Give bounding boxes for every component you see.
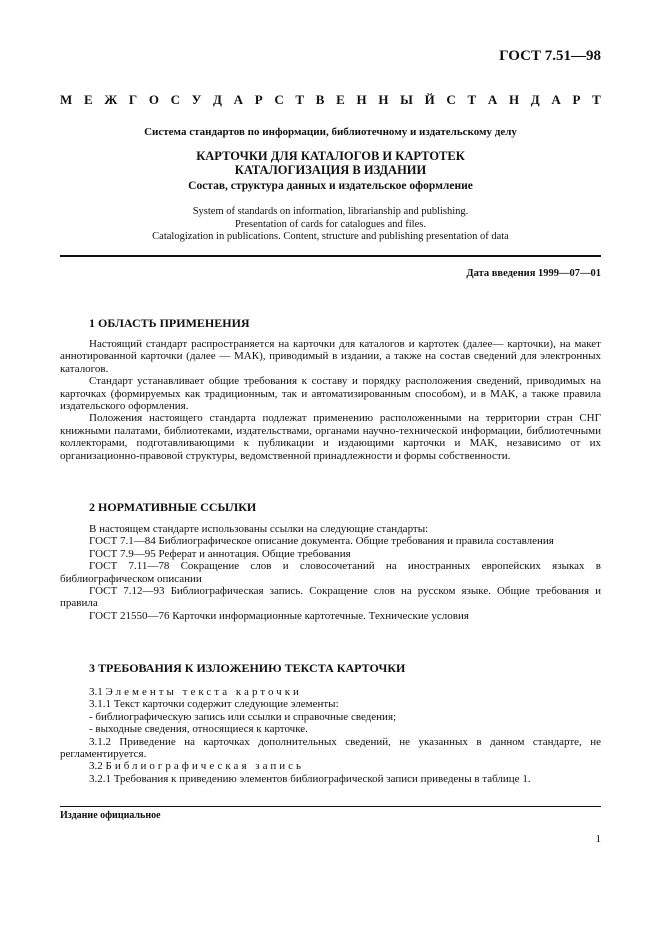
clause-3-1-2: 3.1.2 Приведение на карточках дополнительных сведений, не указанных в данном стандарте, не регламентируется. (60, 735, 601, 761)
official-edition-note: Издание официальное (60, 810, 161, 821)
english-title (40, 206, 621, 244)
date-of-introduction: Дата введения 1999—07—01 (466, 268, 601, 279)
document-subtitle: Состав, структура данных и издательское оформление (188, 180, 473, 192)
footer-divider (60, 806, 601, 807)
list-item-2: - выходные сведения, относящиеся к карточке. (89, 723, 308, 736)
english-line-2: Presentation of cards for catalogues and files. (235, 218, 426, 230)
subsection-3-1-text: Элементы текста карточки (105, 686, 302, 698)
section-1-paragraph-2: Стандарт устанавливает общие требования к составу и порядку расположения сведений, приводимых на карточках (формируемых как традиционным, так и автоматизированным способом), и в МАК, а также правила издательского оформления. (60, 375, 601, 413)
clause-3-1-1: 3.1.1 Текст карточки содержит следующие элементы: (89, 698, 339, 711)
section-2-heading: 2 НОРМАТИВНЫЕ ССЫЛКИ (89, 500, 257, 514)
system-line: Система стандартов по информации, библиотечному и издательскому делу (144, 126, 517, 138)
english-line-1: System of standards on information, librarianship and publishing. (192, 206, 469, 217)
section-3-heading: 3 ТРЕБОВАНИЯ К ИЗЛОЖЕНИЮ ТЕКСТА КАРТОЧКИ (89, 661, 406, 675)
references-intro: В настоящем стандарте использованы ссылки на следующие стандарты: (89, 523, 429, 535)
section-1-paragraph-1: Настоящий стандарт распространяется на карточки для каталогов и картотек (далее— карточки), на макет аннотированной карточки (далее — МАК), приводимый в издании, а также на состав сведений для электронных каталогов. (60, 338, 601, 375)
title-line-1: КАРТОЧКИ ДЛЯ КАТАЛОГОВ И КАРТОТЕК (196, 149, 465, 163)
reference-item: ГОСТ 7.9—95 Реферат и аннотация. Общие требования (89, 547, 351, 560)
standard-code: ГОСТ 7.51—98 (499, 48, 601, 64)
subsection-3-2-title (60, 760, 601, 772)
subsection-3-2-number: 3.2 (89, 760, 103, 773)
section-1-heading: 1 ОБЛАСТЬ ПРИМЕНЕНИЯ (89, 316, 250, 330)
list-item-1: - библиографическую запись или ссылки и справочные сведения; (89, 710, 397, 723)
subsection-3-1-number: 3.1 (89, 686, 103, 698)
subsection-3-2-text: Библиографическая запись (105, 760, 305, 773)
reference-item: ГОСТ 7.1—84 Библиографическое описание документа. Общие требования и правила составления (89, 535, 554, 548)
section-3-body (60, 686, 601, 785)
document-title (40, 149, 621, 177)
title-line-2: КАТАЛОГИЗАЦИЯ В ИЗДАНИИ (234, 163, 427, 177)
reference-item: ГОСТ 7.12—93 Библиографическая запись. Сокращение слов на русском языке. Общие требования и правила (60, 585, 601, 610)
page-number: 1 (595, 833, 601, 845)
english-line-3: Catalogization in publications. Content, structure and publishing presentation of data (152, 231, 509, 242)
subsection-3-1-title (60, 686, 601, 698)
section-1-body (60, 338, 601, 462)
clause-3-2-1: 3.2.1 Требования к приведению элементов библиографической записи приведены в таблице 1. (89, 772, 531, 785)
standard-type: М Е Ж Г О С У Д А Р С Т В Е Н Н Ы Й С Т А Н Д А Р Т (60, 92, 601, 107)
reference-item: ГОСТ 21550—76 Карточки информационные картотечные. Технические условия (89, 609, 469, 622)
section-1-paragraph-3: Положения настоящего стандарта подлежат применению расположенными на территории стран СНГ книжными палатами, библиотеками, издательствами, органами научно-технической информации, библиотечными коллекторами, подготавливающими к публикации и издающими карточки и МАК, независимо от их организационно-правовой структуры, ведомственной принадлежности и формы собственности. (60, 412, 601, 462)
section-2-body (60, 523, 601, 622)
reference-item: ГОСТ 7.11—78 Сокращение слов и словосочетаний на иностранных европейских языках в библиографическом описании (60, 560, 601, 585)
header-divider (60, 255, 601, 257)
